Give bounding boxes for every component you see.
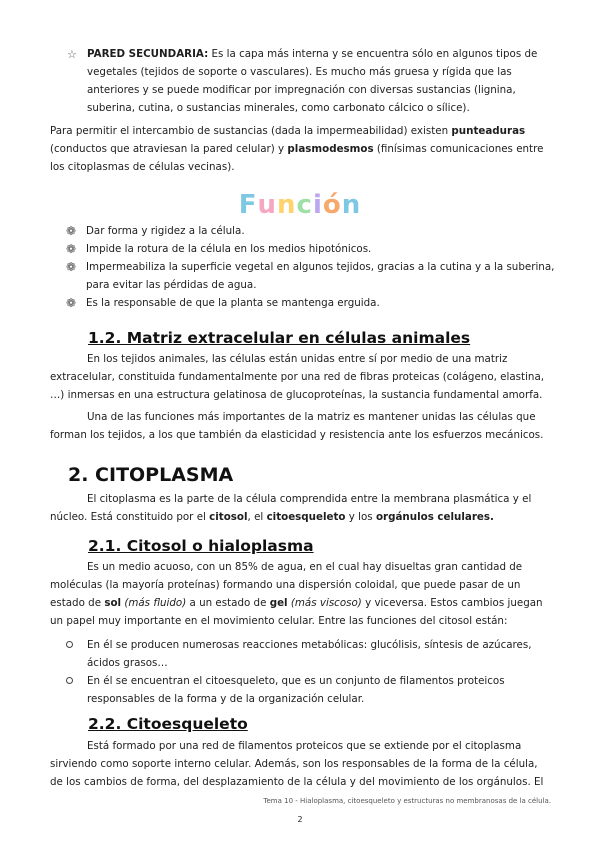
snowflake-flower-icon: ❁ [66, 296, 77, 310]
bold-term: citoesqueleto [266, 511, 346, 523]
bold-term: sol [104, 597, 122, 609]
funcion-title-letter: i [312, 190, 323, 220]
italic-term: (más viscoso) [287, 597, 362, 609]
citosol-item-text: En él se producen numerosas reacciones metabólicas: glucólisis, síntesis de azúcares, ácidos grasos… [87, 639, 532, 669]
text-run: y viceversa. Estos cambios juegan un papel muy importante en el movimiento celular. Entre las funciones del citosol están: [50, 597, 543, 627]
funcion-title-letter: F [238, 190, 258, 220]
star-outline-icon: ☆ [67, 48, 77, 61]
citosol-heading: 2.1. Citosol o hialoplasma [88, 537, 314, 555]
hollow-circle-icon [66, 641, 73, 648]
bold-term: punteaduras [451, 125, 526, 137]
hollow-circle-icon [66, 677, 73, 684]
snowflake-flower-icon: ❁ [66, 260, 77, 274]
citosol-paragraph [50, 558, 550, 630]
citoesqueleto-heading: 2.2. Citoesqueleto [88, 715, 248, 733]
citosol-item-text: En él se encuentran el citoesqueleto, que es un conjunto de filamentos proteicos responsables de la forma y de la organización celular. [87, 675, 505, 705]
funcion-item-text: Impermeabiliza la superficie vegetal en algunos tejidos, gracias a la cutina y a la suberina, para evitar las pérdidas de agua. [86, 261, 555, 291]
text-run: (conductos que atraviesan la pared celular) y [50, 143, 288, 155]
funcion-list-item [66, 240, 556, 258]
funcion-item-text: Dar forma y rigidez a la célula. [86, 225, 245, 237]
citosol-list-item [66, 636, 556, 672]
funcion-item-text: Impide la rotura de la célula en los medios hipotónicos. [86, 243, 372, 255]
funcion-title-letter: u [257, 190, 278, 220]
text-run: y los [345, 511, 376, 523]
page-number: 2 [297, 815, 303, 824]
intercambio-paragraph [50, 122, 550, 176]
funcion-title-letter: c [296, 190, 313, 220]
citoplasma-paragraph [50, 490, 550, 526]
funcion-list-item [66, 294, 556, 312]
funcion-title-letter: ó [322, 190, 342, 220]
bold-term: orgánulos celulares. [375, 511, 494, 523]
italic-term: (más fluido) [121, 597, 187, 609]
matriz-paragraph-1: En los tejidos animales, las células están unidas entre sí por medio de una matriz extracelular, constituida fundamentalmente por una red de fibras proteicas (colágeno, elastina, …) inmersas en una estructura gelatinosa de glucoproteínas, la sustancia fundamental amorfa. [50, 353, 545, 401]
matriz-paragraph-2: Una de las funciones más importantes de la matriz es mantener unidas las células que forman los tejidos, a los que también da elasticidad y resistencia ante los esfuerzos mecánicos. [50, 411, 544, 441]
pared-secundaria-text [87, 45, 555, 117]
funcion-title-letter: n [277, 190, 297, 220]
funcion-item-text: Es la responsable de que la planta se mantenga erguida. [86, 297, 380, 309]
citosol-function-list [66, 636, 556, 708]
citosol-list-item [66, 672, 556, 708]
bold-term: gel [269, 597, 288, 609]
snowflake-flower-icon: ❁ [66, 242, 77, 256]
citoplasma-heading: 2. CITOPLASMA [68, 464, 234, 486]
snowflake-flower-icon: ❁ [66, 224, 77, 238]
text-run: Para permitir el intercambio de sustancias (dada la impermeabilidad) existen [50, 125, 452, 137]
text-run: El citoplasma es la parte de la célula comprendida entre la membrana plasmática y el núcleo. Está constituido por el [50, 493, 532, 523]
funcion-list [66, 222, 556, 312]
bold-term: citosol [209, 511, 248, 523]
matriz-heading: 1.2. Matriz extracelular en células animales [88, 329, 471, 347]
bold-term: plasmodesmos [287, 143, 374, 155]
text-run: , el [247, 511, 267, 523]
text-run: (finísimas comunicaciones entre los citoplasmas de células vecinas). [50, 143, 544, 173]
text-run: Es un medio acuoso, con un 85% de agua, en el cual hay disueltas gran cantidad de moléculas (la mayoría proteínas) formando una dispersión coloidal, que puede pasar de un estado de [50, 561, 523, 609]
funcion-list-item [66, 258, 556, 294]
funcion-title-letter: n [341, 190, 362, 220]
funcion-list-item [66, 222, 556, 240]
page-footer: Tema 10 - Hialoplasma, citoesqueleto y estructuras no membranosas de la célula. [263, 797, 551, 805]
pared-desc: Es la capa más interna y se encuentra sólo en algunos tipos de vegetales (tejidos de soporte o vasculares). Es mucho más gruesa y rígida que las anteriores y se puede modificar por impregnación con diversas sustancias (lignina, suberina, cutina, o sustancias minerales, como carbonato cálcico o sílice). [87, 48, 538, 114]
citoesqueleto-paragraph: Está formado por una red de filamentos proteicos que se extiende por el citoplasma sirviendo como soporte interno celular. Además, son los responsables de la forma de la célula, de los cambios de forma, del desplazamiento de la célula y del movimiento de los orgánulos. El [50, 740, 544, 788]
funcion-title [0, 190, 600, 220]
text-run: a un estado de [186, 597, 270, 609]
pared-term: PARED SECUNDARIA: [87, 48, 209, 60]
